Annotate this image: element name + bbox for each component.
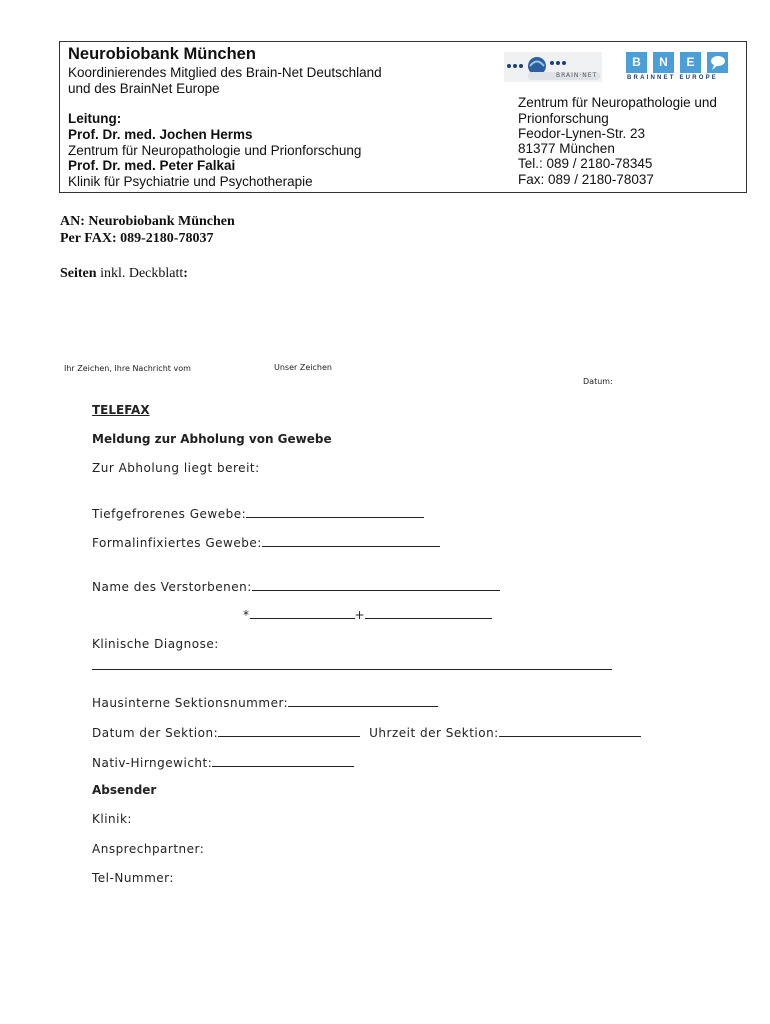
deceased-name-row: [92, 579, 500, 594]
address-street: Feodor-Lynen-Str. 23: [518, 126, 646, 141]
form-title: Meldung zur Abholung von Gewebe: [92, 432, 332, 446]
brainnet-logo: [504, 52, 602, 82]
death-symbol: +: [354, 608, 366, 622]
telefax-heading: TELEFAX: [92, 403, 150, 417]
deceased-name-label: Name des Verstorbenen:: [92, 580, 252, 594]
birth-date-field[interactable]: [250, 607, 355, 619]
brain-weight-label: Nativ-Hirngewicht:: [92, 756, 213, 770]
section-date-row: [92, 725, 641, 740]
institution-title: Neurobiobank München: [68, 45, 256, 63]
formalin-tissue-field[interactable]: [262, 535, 440, 547]
person1-dept: Zentrum für Neuropathologie und Prionforschung: [68, 143, 362, 158]
person1-name: Prof. Dr. med. Jochen Herms: [68, 127, 253, 142]
bne-logo-subtext: BRAINNET EUROPE: [627, 75, 719, 81]
bne-letter-n: N: [653, 52, 674, 73]
recipient-an: AN: Neurobiobank München: [60, 214, 235, 229]
birth-symbol: *: [243, 608, 250, 622]
speech-bubble-icon: [707, 52, 728, 73]
person2-dept: Klinik für Psychiatrie und Psychotherapie: [68, 174, 313, 189]
bne-logo: [624, 52, 732, 82]
section-time-field[interactable]: [499, 725, 641, 737]
institution-subtitle-2: und des BrainNet Europe: [68, 81, 220, 96]
telephone: Tel.: 089 / 2180-78345: [518, 156, 653, 171]
deceased-name-field[interactable]: [252, 579, 500, 591]
section-number-label: Hausinterne Sektionsnummer:: [92, 696, 289, 710]
date-label: Datum:: [583, 377, 613, 386]
death-date-field[interactable]: [365, 607, 492, 619]
fax: Fax: 089 / 2180-78037: [518, 172, 654, 187]
brainnet-logo-text: BRAIN·NET: [556, 72, 598, 79]
address-line-1: Zentrum für Neuropathologie und: [518, 95, 717, 110]
leitung-label: Leitung:: [68, 111, 122, 126]
pages-colon: :: [183, 266, 188, 281]
our-reference-label: Unser Zeichen: [274, 363, 332, 372]
birth-death-row: [243, 607, 492, 622]
section-number-row: [92, 695, 438, 710]
sender-heading: Absender: [92, 783, 157, 797]
clinic-label: Klinik:: [92, 812, 132, 826]
pages-rest: inkl. Deckblatt: [96, 266, 184, 281]
section-time-label: Uhrzeit der Sektion:: [369, 726, 499, 740]
bne-letter-e: E: [680, 52, 701, 73]
section-number-field[interactable]: [288, 695, 438, 707]
pages-label: Seiten: [60, 266, 97, 281]
section-date-field[interactable]: [218, 725, 360, 737]
address-line-2: Prionforschung: [518, 111, 609, 126]
pickup-ready-label: Zur Abholung liegt bereit:: [92, 461, 260, 475]
formalin-tissue-row: [92, 535, 440, 550]
frozen-tissue-row: [92, 506, 424, 521]
brain-weight-row: [92, 755, 354, 770]
pages-line: [60, 266, 188, 282]
section-date-label: Datum der Sektion:: [92, 726, 219, 740]
clinical-diagnosis-field[interactable]: [92, 669, 612, 670]
address-city: 81377 München: [518, 141, 615, 156]
contact-person-label: Ansprechpartner:: [92, 842, 205, 856]
clinical-diagnosis-label: Klinische Diagnose:: [92, 637, 219, 651]
frozen-tissue-field[interactable]: [246, 506, 424, 518]
frozen-tissue-label: Tiefgefrorenes Gewebe:: [92, 507, 247, 521]
institution-subtitle-1: Koordinierendes Mitglied des Brain-Net Deutschland: [68, 65, 382, 80]
phone-number-label: Tel-Nummer:: [92, 871, 174, 885]
recipient-fax: Per FAX: 089-2180-78037: [60, 231, 214, 246]
formalin-tissue-label: Formalinfixiertes Gewebe:: [92, 536, 262, 550]
brain-weight-field[interactable]: [212, 755, 354, 767]
person2-name: Prof. Dr. med. Peter Falkai: [68, 158, 236, 173]
bne-letter-b: B: [626, 52, 647, 73]
your-reference-label: Ihr Zeichen, Ihre Nachricht vom: [64, 364, 191, 373]
